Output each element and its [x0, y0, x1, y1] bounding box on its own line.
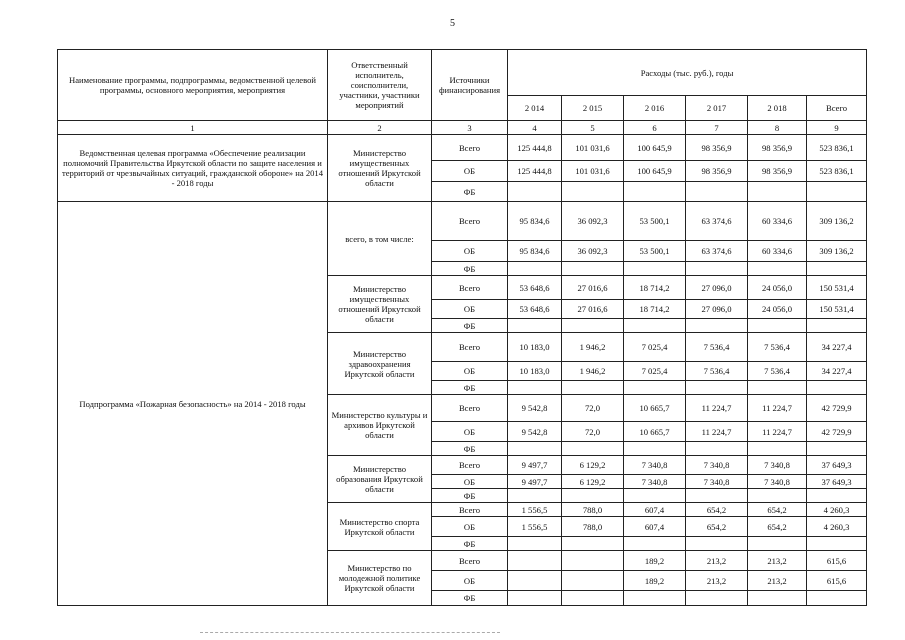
executor-name: Министерство культуры и архивов Иркутской области [328, 395, 432, 456]
expense-value: 24 056,0 [748, 276, 807, 300]
expense-value: 189,2 [624, 551, 686, 571]
subprogram-name: Подпрограмма «Пожарная безопасность» на 2014 - 2018 годы [58, 202, 328, 606]
expense-value [748, 262, 807, 276]
expense-value [624, 381, 686, 395]
expense-value: 53 648,6 [508, 300, 562, 319]
expense-value [508, 591, 562, 606]
expense-value: 10 183,0 [508, 362, 562, 381]
expense-value: 788,0 [562, 503, 624, 517]
expense-value: 11 224,7 [686, 395, 748, 422]
expense-value: 309 136,2 [807, 202, 867, 241]
expense-value [807, 262, 867, 276]
funding-source: ФБ [432, 182, 508, 202]
expense-value: 189,2 [624, 571, 686, 591]
expense-value [686, 381, 748, 395]
expense-value [562, 319, 624, 333]
executor-name: всего, в том числе: [328, 202, 432, 276]
expense-value [748, 381, 807, 395]
funding-source: ФБ [432, 319, 508, 333]
funding-source: ОБ [432, 241, 508, 262]
expense-value [562, 571, 624, 591]
expense-value [686, 442, 748, 456]
expense-value [624, 442, 686, 456]
expense-value [562, 489, 624, 503]
expense-value: 654,2 [748, 503, 807, 517]
expense-value [508, 319, 562, 333]
expense-value: 11 224,7 [748, 422, 807, 442]
expense-value [624, 537, 686, 551]
funding-source: ОБ [432, 300, 508, 319]
expense-value [807, 442, 867, 456]
expense-value [562, 591, 624, 606]
expense-value: 27 016,6 [562, 300, 624, 319]
expense-value [624, 591, 686, 606]
expense-value: 654,2 [748, 517, 807, 537]
expense-value: 9 542,8 [508, 395, 562, 422]
expense-value: 7 340,8 [624, 475, 686, 489]
expense-value [686, 182, 748, 202]
expense-value [807, 489, 867, 503]
expense-value [508, 489, 562, 503]
expense-value: 6 129,2 [562, 456, 624, 475]
expense-value: 27 096,0 [686, 300, 748, 319]
executor-name: Министерство имущественных отношений Иркутской области [328, 276, 432, 333]
expense-value: 615,6 [807, 571, 867, 591]
expense-value: 53 500,1 [624, 202, 686, 241]
expense-value [686, 262, 748, 276]
expense-value: 607,4 [624, 517, 686, 537]
expense-value [624, 319, 686, 333]
expense-value [508, 381, 562, 395]
expense-value [686, 591, 748, 606]
expense-value: 9 542,8 [508, 422, 562, 442]
executor-name: Министерство спорта Иркутской области [328, 503, 432, 551]
header-expenses: Расходы (тыс. руб.), годы [508, 50, 867, 96]
expense-value: 100 645,9 [624, 161, 686, 182]
funding-source: ФБ [432, 591, 508, 606]
table-row [58, 202, 867, 241]
funding-source: ОБ [432, 571, 508, 591]
expense-value: 7 536,4 [748, 333, 807, 362]
funding-source: ОБ [432, 362, 508, 381]
expense-value [508, 537, 562, 551]
header-year: 2 016 [624, 96, 686, 121]
expense-value: 34 227,4 [807, 362, 867, 381]
expense-value: 95 834,6 [508, 202, 562, 241]
expense-value [686, 319, 748, 333]
expense-value: 60 334,6 [748, 202, 807, 241]
expense-value: 9 497,7 [508, 456, 562, 475]
expense-value [748, 319, 807, 333]
expense-value: 72,0 [562, 422, 624, 442]
expense-value: 36 092,3 [562, 202, 624, 241]
expense-value: 615,6 [807, 551, 867, 571]
col-number: 6 [624, 121, 686, 135]
executor-name: Министерство образования Иркутской области [328, 456, 432, 503]
expense-value [624, 489, 686, 503]
expense-value [748, 537, 807, 551]
expense-value: 125 444,8 [508, 161, 562, 182]
expense-value: 523 836,1 [807, 161, 867, 182]
expense-value: 101 031,6 [562, 135, 624, 161]
expense-value: 34 227,4 [807, 333, 867, 362]
page-number: 5 [450, 18, 455, 29]
expense-value: 1 946,2 [562, 362, 624, 381]
expense-value: 10 183,0 [508, 333, 562, 362]
expense-value: 213,2 [686, 571, 748, 591]
funding-source: Всего [432, 135, 508, 161]
executor-name: Министерство по молодежной политике Иркутской области [328, 551, 432, 606]
header-executor: Ответственный исполнитель, соисполнители, участники, участники мероприятий [328, 50, 432, 121]
funding-source: ОБ [432, 517, 508, 537]
expense-value: 9 497,7 [508, 475, 562, 489]
expense-value [807, 381, 867, 395]
expense-value: 27 016,6 [562, 276, 624, 300]
expense-value [624, 262, 686, 276]
expense-value: 1 946,2 [562, 333, 624, 362]
expense-value: 654,2 [686, 517, 748, 537]
expense-value [686, 489, 748, 503]
expense-value [508, 551, 562, 571]
expense-value [807, 537, 867, 551]
expense-value: 654,2 [686, 503, 748, 517]
expense-value: 24 056,0 [748, 300, 807, 319]
expense-value [562, 551, 624, 571]
expense-value: 7 025,4 [624, 333, 686, 362]
expense-value [807, 182, 867, 202]
expense-value [748, 591, 807, 606]
expense-value [562, 442, 624, 456]
expense-value: 37 649,3 [807, 456, 867, 475]
expense-value: 18 714,2 [624, 276, 686, 300]
funding-source: ФБ [432, 381, 508, 395]
expense-value: 42 729,9 [807, 395, 867, 422]
expense-value [562, 182, 624, 202]
funding-source: ФБ [432, 442, 508, 456]
expense-value: 18 714,2 [624, 300, 686, 319]
expense-value: 7 340,8 [686, 456, 748, 475]
expense-value: 7 536,4 [686, 362, 748, 381]
funding-source: ОБ [432, 161, 508, 182]
expense-value: 150 531,4 [807, 276, 867, 300]
funding-source: Всего [432, 395, 508, 422]
expense-value: 53 500,1 [624, 241, 686, 262]
expense-value: 125 444,8 [508, 135, 562, 161]
col-number: 9 [807, 121, 867, 135]
expense-value: 4 260,3 [807, 517, 867, 537]
budget-table [57, 49, 867, 606]
funding-source: Всего [432, 551, 508, 571]
header-year: 2 014 [508, 96, 562, 121]
funding-source: Всего [432, 456, 508, 475]
expense-value: 11 224,7 [748, 395, 807, 422]
expense-value: 213,2 [748, 571, 807, 591]
expense-value: 150 531,4 [807, 300, 867, 319]
expense-value [686, 537, 748, 551]
funding-source: ФБ [432, 537, 508, 551]
expense-value: 607,4 [624, 503, 686, 517]
expense-value: 100 645,9 [624, 135, 686, 161]
expense-value: 10 665,7 [624, 422, 686, 442]
col-number: 5 [562, 121, 624, 135]
expense-value [508, 571, 562, 591]
expense-value: 7 536,4 [686, 333, 748, 362]
header-year: 2 015 [562, 96, 624, 121]
expense-value: 213,2 [748, 551, 807, 571]
expense-value: 10 665,7 [624, 395, 686, 422]
expense-value: 72,0 [562, 395, 624, 422]
expense-value: 7 025,4 [624, 362, 686, 381]
expense-value: 37 649,3 [807, 475, 867, 489]
expense-value: 523 836,1 [807, 135, 867, 161]
expense-value: 7 340,8 [686, 475, 748, 489]
expense-value: 27 096,0 [686, 276, 748, 300]
funding-source: Всего [432, 276, 508, 300]
expense-value: 98 356,9 [748, 135, 807, 161]
executor-name: Министерство здравоохранения Иркутской области [328, 333, 432, 395]
expense-value: 213,2 [686, 551, 748, 571]
funding-source: ОБ [432, 422, 508, 442]
expense-value: 11 224,7 [686, 422, 748, 442]
expense-value [748, 442, 807, 456]
expense-value [508, 262, 562, 276]
expense-value: 7 536,4 [748, 362, 807, 381]
expense-value [807, 319, 867, 333]
expense-value: 98 356,9 [686, 135, 748, 161]
expense-value [748, 489, 807, 503]
expense-value: 63 374,6 [686, 202, 748, 241]
header-source: Источники финансирования [432, 50, 508, 121]
expense-value: 42 729,9 [807, 422, 867, 442]
expense-value: 95 834,6 [508, 241, 562, 262]
expense-value: 63 374,6 [686, 241, 748, 262]
expense-value: 1 556,5 [508, 503, 562, 517]
expense-value: 309 136,2 [807, 241, 867, 262]
expense-value: 98 356,9 [686, 161, 748, 182]
funding-source: ОБ [432, 475, 508, 489]
header-total: Всего [807, 96, 867, 121]
header-name: Наименование программы, подпрограммы, ведомственной целевой программы, основного мероприятия, мероприятия [58, 50, 328, 121]
expense-value [562, 537, 624, 551]
col-number: 1 [58, 121, 328, 135]
expense-value: 36 092,3 [562, 241, 624, 262]
expense-value: 1 556,5 [508, 517, 562, 537]
funding-source: ФБ [432, 262, 508, 276]
program-name: Ведомственная целевая программа «Обеспечение реализации полномочий Правительства Иркутской области по защите населения и территорий от чрезвычайных ситуаций, гражданской обороне» на 2014 - 2018 годы [58, 135, 328, 202]
col-number: 2 [328, 121, 432, 135]
col-number: 3 [432, 121, 508, 135]
expense-value: 98 356,9 [748, 161, 807, 182]
expense-value: 7 340,8 [748, 475, 807, 489]
table-row [58, 135, 867, 161]
expense-value [508, 442, 562, 456]
expense-value: 7 340,8 [748, 456, 807, 475]
header-year: 2 017 [686, 96, 748, 121]
funding-source: Всего [432, 333, 508, 362]
expense-value [807, 591, 867, 606]
expense-value: 788,0 [562, 517, 624, 537]
col-number: 7 [686, 121, 748, 135]
col-number: 4 [508, 121, 562, 135]
expense-value [508, 182, 562, 202]
funding-source: Всего [432, 202, 508, 241]
expense-value: 101 031,6 [562, 161, 624, 182]
funding-source: ФБ [432, 489, 508, 503]
funding-source: Всего [432, 503, 508, 517]
expense-value: 60 334,6 [748, 241, 807, 262]
expense-value [562, 381, 624, 395]
expense-value: 4 260,3 [807, 503, 867, 517]
bottom-scan-line [200, 632, 500, 633]
expense-value: 6 129,2 [562, 475, 624, 489]
expense-value [624, 182, 686, 202]
header-year: 2 018 [748, 96, 807, 121]
expense-value: 7 340,8 [624, 456, 686, 475]
executor-name: Министерство имущественных отношений Иркутской области [328, 135, 432, 202]
expense-value [748, 182, 807, 202]
col-number: 8 [748, 121, 807, 135]
expense-value: 53 648,6 [508, 276, 562, 300]
expense-value [562, 262, 624, 276]
